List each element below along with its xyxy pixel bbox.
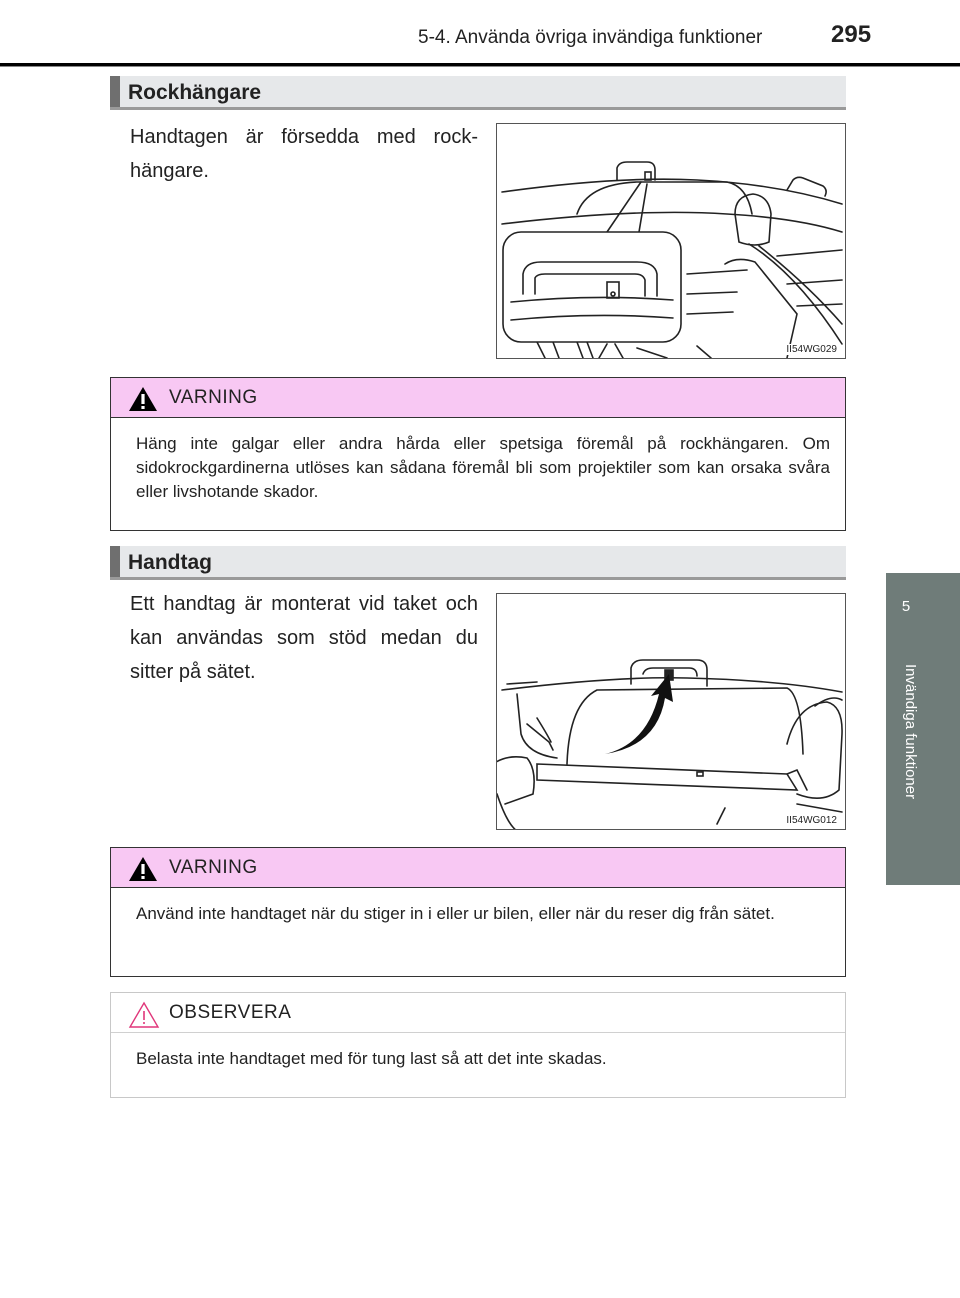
warning-text: Häng inte galgar eller andra hårda eller spetsiga föremål på rockhängaren. Om sidokrockgardinerna utlöses kan sådana föremål bli som projektiler som kan orsaka svåra eller livshotande skador. (136, 434, 830, 501)
coat-hook-drawing (497, 124, 846, 359)
notice-title: OBSERVERA (169, 1002, 292, 1023)
section-body-text: Ett handtag är monterat vid taket och kan användas som stöd medan du sitter på sätet. (130, 593, 478, 683)
coat-hook-illustration (496, 123, 846, 359)
chapter-title: 5-4. Använda övriga invändiga funktioner (418, 27, 763, 48)
warning-title: VARNING (169, 857, 258, 878)
warning-triangle-icon (128, 386, 158, 412)
grab-handle-drawing (497, 594, 846, 830)
section-heading-bar (110, 76, 120, 107)
figure-code: II54WG012 (786, 815, 837, 826)
notice-text: Belasta inte handtaget med för tung last så att det inte skadas. (136, 1049, 607, 1068)
warning-header (111, 848, 845, 888)
section-heading-bar (110, 546, 120, 577)
chapter-tab-label: Invändiga funktioner (902, 664, 919, 800)
warning-text: Använd inte handtaget när du stiger in i eller ur bilen, eller när du reser dig från sätet. (136, 904, 775, 923)
section-heading-grab-handles (110, 546, 846, 580)
warning-title: VARNING (169, 387, 258, 408)
notice-header (111, 993, 845, 1033)
section-heading-label: Rockhängare (128, 81, 262, 104)
warning-box-grab-handles (110, 847, 846, 977)
header-rule-thin (0, 66, 960, 67)
warning-box-coat-hooks (110, 377, 846, 531)
grab-handle-illustration (496, 593, 846, 830)
caution-outline-triangle-icon (128, 1001, 160, 1029)
section-heading-coat-hooks (110, 76, 846, 110)
notice-box (110, 992, 846, 1098)
warning-triangle-icon (128, 856, 158, 882)
section-body-text: Handtagen är försedda med rock-hängare. (130, 126, 478, 182)
figure-code: II54WG029 (786, 344, 837, 355)
warning-header (111, 378, 845, 418)
section-heading-label: Handtag (128, 551, 212, 574)
chapter-tab-number: 5 (901, 598, 911, 615)
page-number: 295 (831, 21, 872, 48)
